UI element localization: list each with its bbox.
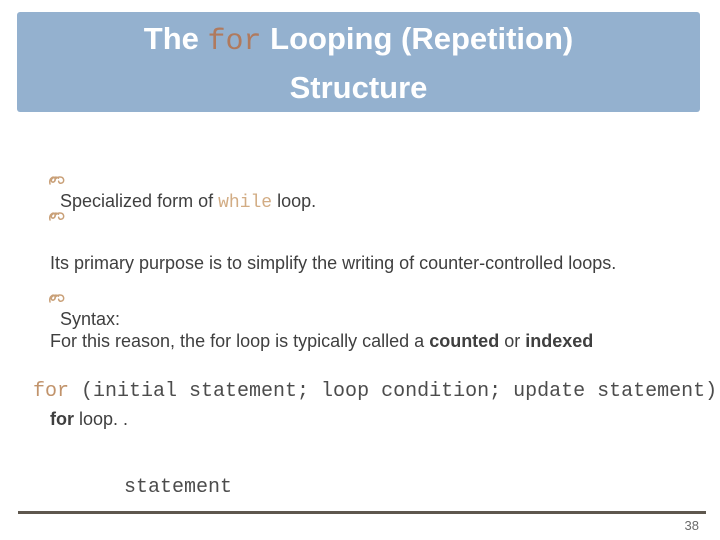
code-statement: statement (124, 476, 233, 499)
bullet1-text-pre: Specialized form of (60, 191, 219, 211)
slide-title-line1 (17, 16, 700, 65)
bullet1-keyword-while: while (218, 193, 273, 213)
bullet1-text-post: loop. (272, 191, 317, 211)
title-text-post: Looping (Repetition) (261, 21, 574, 56)
bullet2-line3-post: loop. . (74, 409, 129, 429)
code-line1 (33, 376, 717, 408)
bullet2-line2-mid: or (499, 331, 526, 351)
code-keyword-for: for (33, 380, 70, 403)
slide-title-line2: Structure (289, 70, 428, 105)
bullet3-label: Syntax: (60, 309, 121, 329)
code-line1-rest: (initial statement; loop condition; update statement) (69, 380, 718, 403)
page-number: 38 (684, 518, 699, 533)
bullet2-word-for: for (50, 409, 74, 429)
footer-divider (18, 511, 706, 514)
code-line2 (33, 472, 717, 504)
ribbon-bullet-icon (28, 178, 66, 256)
slide-title-banner (17, 12, 700, 112)
bullet2-line2-pre: For this reason, the for loop is typically called a (50, 331, 430, 351)
bullet2-line1: Its primary purpose is to simplify the writing of counter-controlled loops. (50, 253, 617, 273)
title-text-pre: The (143, 21, 208, 56)
bullet2-word-indexed: indexed (525, 331, 594, 351)
title-keyword-for: for (207, 25, 262, 59)
bullet2-word-counted: counted (429, 331, 500, 351)
code-block-for-syntax (33, 312, 717, 536)
